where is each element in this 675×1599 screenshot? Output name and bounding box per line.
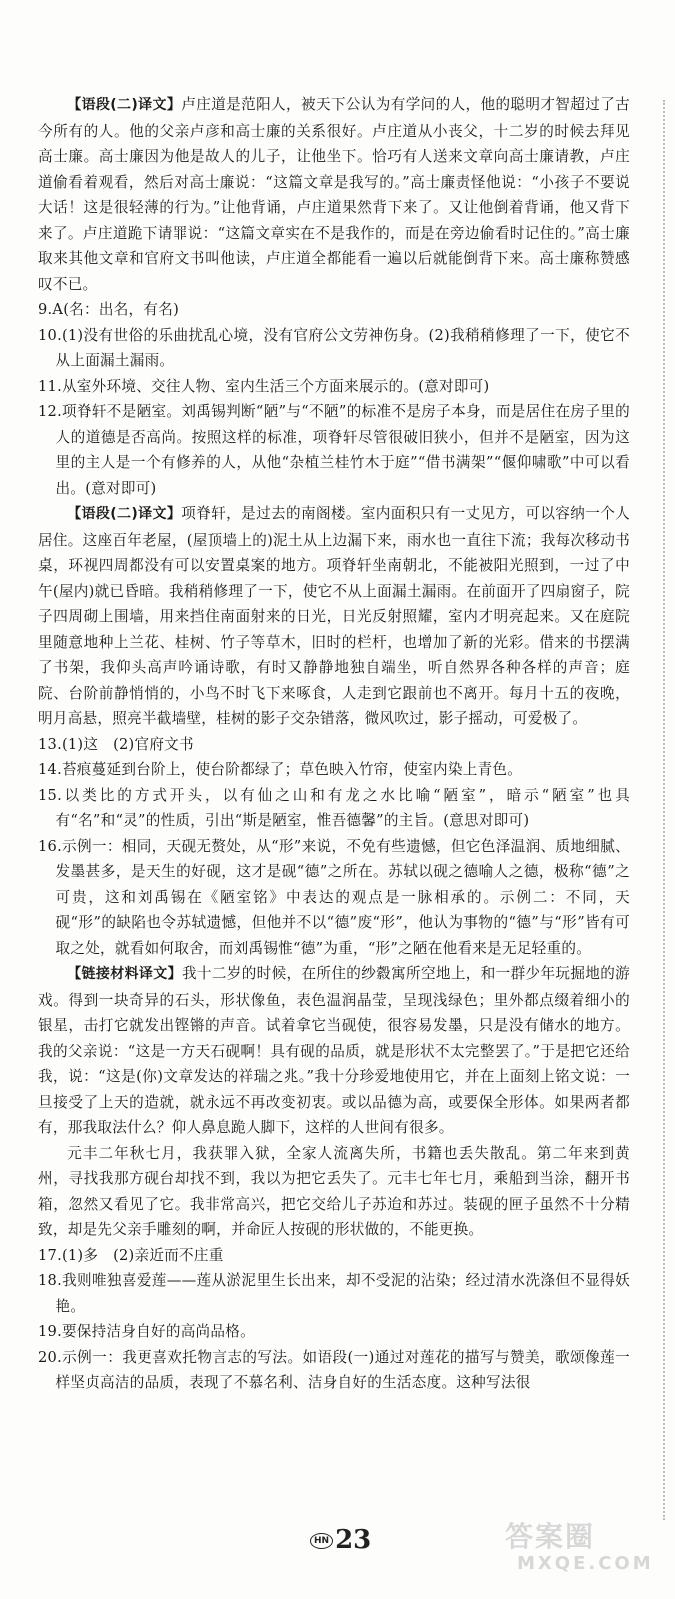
site-watermark bbox=[505, 1515, 655, 1585]
answer-item: 16.示例一：相同，天砚无赘处，从“形”来说，不免有些遗憾，但它色泽温润、质地细腻、发墨甚多，是天生的好砚，这才是砚“德”之所在。苏轼以砚之德喻人之德，极称“德”之可贵，这和刘禹锡在《陋室铭》中表达的观点是一脉相承的。示例二：不同，天砚“形”的缺陷也令苏轼遗憾，但他并不以“德”废“形”，他认为事物的“德”与“形”皆有可取之处，就看如何取舍，而刘禹锡惟“德”为重，“形”之陋在他看来是无足轻重的。 bbox=[38, 837, 630, 957]
translation-paragraph bbox=[38, 501, 630, 732]
answer-item: 9.A(名：出名，有名) bbox=[38, 301, 180, 318]
translation-text: 卢庄道是范阳人，被天下公认为有学问的人，他的聪明才智超过了古今所有的人。他的父亲卢彦和高士廉的关系很好。卢庄道从小丧父，十二岁的时候去拜见高士廉。高士廉因为他是故人的儿子，让他坐下。恰巧有人送来文章向高士廉请教，卢庄道偷看着观看，然后对高士廉说：“这篇文章是我写的。”高士廉责怪他说：“小孩子不要说大话！这是很轻薄的行为。”让他背诵，卢庄道果然背下来了。又让他倒着背诵，他又背下来了。卢庄道跪下请罪说：“这篇文章实在不是我作的，而是在旁边偷看时记住的。”高士廉取来其他文章和官府文书叫他读，卢庄道全都能看一遍以后就能倒背下来。高士廉称赞感叹不已。 bbox=[38, 96, 630, 293]
answer-text-body bbox=[38, 92, 630, 1396]
translation-text: 项脊轩，是过去的南阁楼。室内面积只有一丈见方，可以容纳一个人居住。这座百年老屋，(屋顶墙上的)泥土从上边漏下来，雨水也一直往下流；我每次移动书桌，环视四周都没有可以安置桌案的地方。项脊轩坐南朝北，不能被阳光照到，一过了中午(屋内)就已昏暗。我稍稍修理了一下，使它不从上面漏土漏雨。在前面开了四扇窗子，院子四周砌上围墙，用来挡住南面射来的日光，日光反射照耀，室内才明亮起来。又在庭院里随意地种上兰花、桂树、竹子等草木，旧时的栏杆，也增加了新的光彩。借来的书摆满了书架，我仰头高声吟诵诗歌，有时又静静地独自端坐，听自然界各种各样的声音；庭院、台阶前静悄悄的，小鸟不时飞下来啄食，人走到它跟前也不离开。每月十五的夜晚，明月高悬，照亮半截墙壁，桂树的影子交杂错落，微风吹过，影子摇动，可爱极了。 bbox=[38, 505, 630, 727]
translation-label: 【链接材料译文】 bbox=[67, 966, 182, 982]
answer-item: 11.从室外环境、交往人物、室内生活三个方面来展示的。(意对即可) bbox=[38, 377, 490, 395]
watermark-logo-text: 答案圈 bbox=[505, 1520, 596, 1553]
translation-paragraph-continued: 元丰二年秋七月，我获罪入狱，全家人流离失所，书籍也丢失散乱。第二年来到黄州，寻找我那方砚台却找不到，我以为把它丢失了。元丰七年七月，乘船到当涂，翻开书箱，忽然又看见了它。我非常高兴，把它交给儿子苏迨和苏过。装砚的匣子虽然不十分精致，却是先父亲手雕刻的啊，并命匠人按砚的形状做的，不能更换。 bbox=[38, 1144, 630, 1238]
page-number bbox=[310, 1525, 371, 1555]
answer-item: 14.苔痕蔓延到台阶上，使台阶都绿了；草色映入竹帘，使室内染上青色。 bbox=[38, 761, 523, 778]
binding-dotted-line bbox=[663, 100, 665, 1520]
page-number-value: 23 bbox=[335, 1525, 372, 1555]
answer-item: 13.(1)这 (2)官府文书 bbox=[38, 735, 194, 753]
publisher-badge-icon: HN bbox=[310, 1533, 333, 1549]
answer-item: 15.以类比的方式开头，以有仙之山和有龙之水比喻“陋室”，暗示“陋室”也具有“名”和“灵”的性质，引出“斯是陋室，惟吾德馨”的主旨。(意思对即可) bbox=[38, 786, 630, 829]
answer-item: 17.(1)多 (2)亲近而不庄重 bbox=[38, 1246, 224, 1264]
watermark-url: MXQE.COM bbox=[517, 1553, 654, 1574]
answer-item: 12.项脊轩不是陋室。刘禹锡判断“陋”与“不陋”的标准不是房子本身，而是居住在房子里的人的道德是否高尚。按照这样的标准，项脊轩尽管很破旧狭小，但并不是陋室，因为这里的主人是一个有修养的人，从他“杂植兰桂竹木于庭”“借书满架”“偃仰啸歌”中可以看出。(意对即可) bbox=[38, 403, 630, 497]
answer-item: 10.(1)没有世俗的乐曲扰乱心境，没有官府公文劳神伤身。(2)我稍稍修理了一下，使它不从上面漏土漏雨。 bbox=[38, 326, 630, 369]
translation-paragraph bbox=[38, 92, 630, 297]
answer-item: 18.我则唯独喜爱莲——莲从淤泥里生长出来，却不受泥的沾染；经过清水洗涤但不显得妖艳。 bbox=[38, 1272, 630, 1315]
translation-label: 【语段(二)译文】 bbox=[67, 97, 182, 113]
answer-item: 19.要保持洁身自好的高尚品格。 bbox=[38, 1323, 255, 1340]
translation-text: 我十二岁的时候，在所住的纱縠寓所空地上，和一群少年玩掘地的游戏。得到一块奇异的石头，形状像鱼，表色温润晶莹，呈现浅绿色；里外都点缀着细小的银星，击打它就发出铿锵的声音。试着拿它当砚使，很容易发墨，只是没有储水的地方。我的父亲说：“这是一方天石砚啊！具有砚的品质，就是形状不太完整罢了。”于是把它还给我，说：“这是(你)文章发达的祥瑞之兆。”我十分珍爱地使用它，并在上面刻上铭文说：一旦接受了上天的造就，就永远不再改变初衷。或以品德为高，或要保全形体。如果两者都有，那我取法什么？仰人鼻息跪人脚下，这样的人世间有很多。 bbox=[38, 965, 630, 1136]
translation-paragraph bbox=[38, 961, 630, 1141]
translation-label: 【语段(二)译文】 bbox=[67, 506, 182, 522]
answer-item: 20.示例一：我更喜欢托物言志的写法。如语段(一)通过对莲花的描写与赞美，歌颂像莲一样坚贞高洁的品质，表现了不慕名利、洁身自好的生活态度。这种写法很 bbox=[38, 1348, 630, 1391]
